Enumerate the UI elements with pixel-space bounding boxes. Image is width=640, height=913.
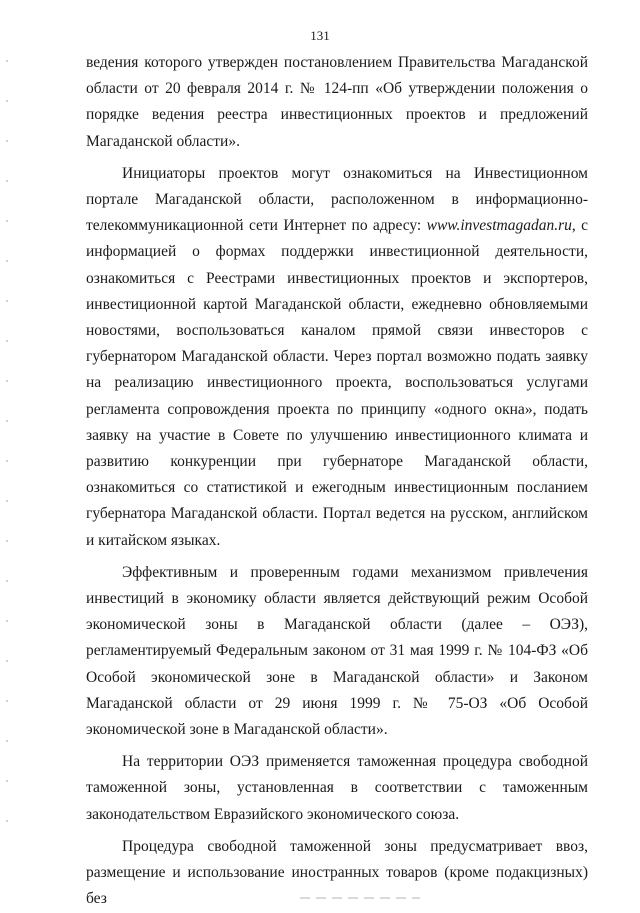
- scan-bottom-marks: [300, 897, 420, 899]
- document-body: [86, 50, 588, 913]
- paragraph-customs-procedure: На территории ОЭЗ применяется таможенная процедура свободной таможенной зоны, установленная в соответствии с таможенным законодательством Евразийского экономического союза.: [86, 753, 588, 823]
- paragraph-special-economic-zone: Эффективным и проверенным годами механизмом привлечения инвестиций в экономику области является действующий режим Особой экономической зоны в Магаданской области (далее – ОЭЗ), регламентируемый Федеральным законом от 31 мая 1999 г. № 104-ФЗ «Об Особой экономической зоне в Магаданской области» и Законом Магаданской области от 29 июня 1999 г. № 75-ОЗ «Об Особой экономической зоне в Магаданской области».: [86, 563, 588, 739]
- page-number: 131: [310, 28, 330, 43]
- portal-text-after-url: , с информацией о формах поддержки инвестиционной деятельности, ознакомиться с Реестрами инвестиционных проектов и экспортеров, инвестиционной картой Магаданской области, ежедневно обновляемыми новостями, воспользоваться каналом прямой связи инвесторов с губернатором Магаданской области. Через портал возможно подать заявку на реализацию инвестиционного проекта, воспользоваться услугами регламента сопровождения проекта по принципу «одного окна», подать заявку на участие в Совете по улучшению инвестиционного климата и развитию конкуренции при губернаторе Магаданской области, ознакомиться со статистикой и ежегодным инвестиционным посланием губернатора Магаданской области. Портал ведется на русском, английском и китайском языках.: [86, 217, 588, 549]
- portal-text-before-url: Инициаторы проектов могут ознакомиться на Инвестиционном портале Магаданской области, расположенном в информационно-телекоммуникационной сети Интернет по адресу:: [86, 164, 588, 235]
- paragraph-investment-portal: [86, 161, 588, 554]
- paragraph-free-customs-zone: Процедура свободной таможенной зоны предусматривает ввоз, размещение и использование иностранных товаров (кроме подакцизных) без: [86, 837, 588, 908]
- scan-margin-marks: [6, 60, 8, 860]
- portal-url: www.investmagadan.ru: [426, 217, 572, 235]
- paragraph-1-continuation: ведения которого утвержден постановлением Правительства Магаданской области от 20 февраля 2014 г. № 124-пп «Об утверждении положения о порядке ведения реестра инвестиционных проектов и предложений Магаданской области».: [86, 54, 588, 150]
